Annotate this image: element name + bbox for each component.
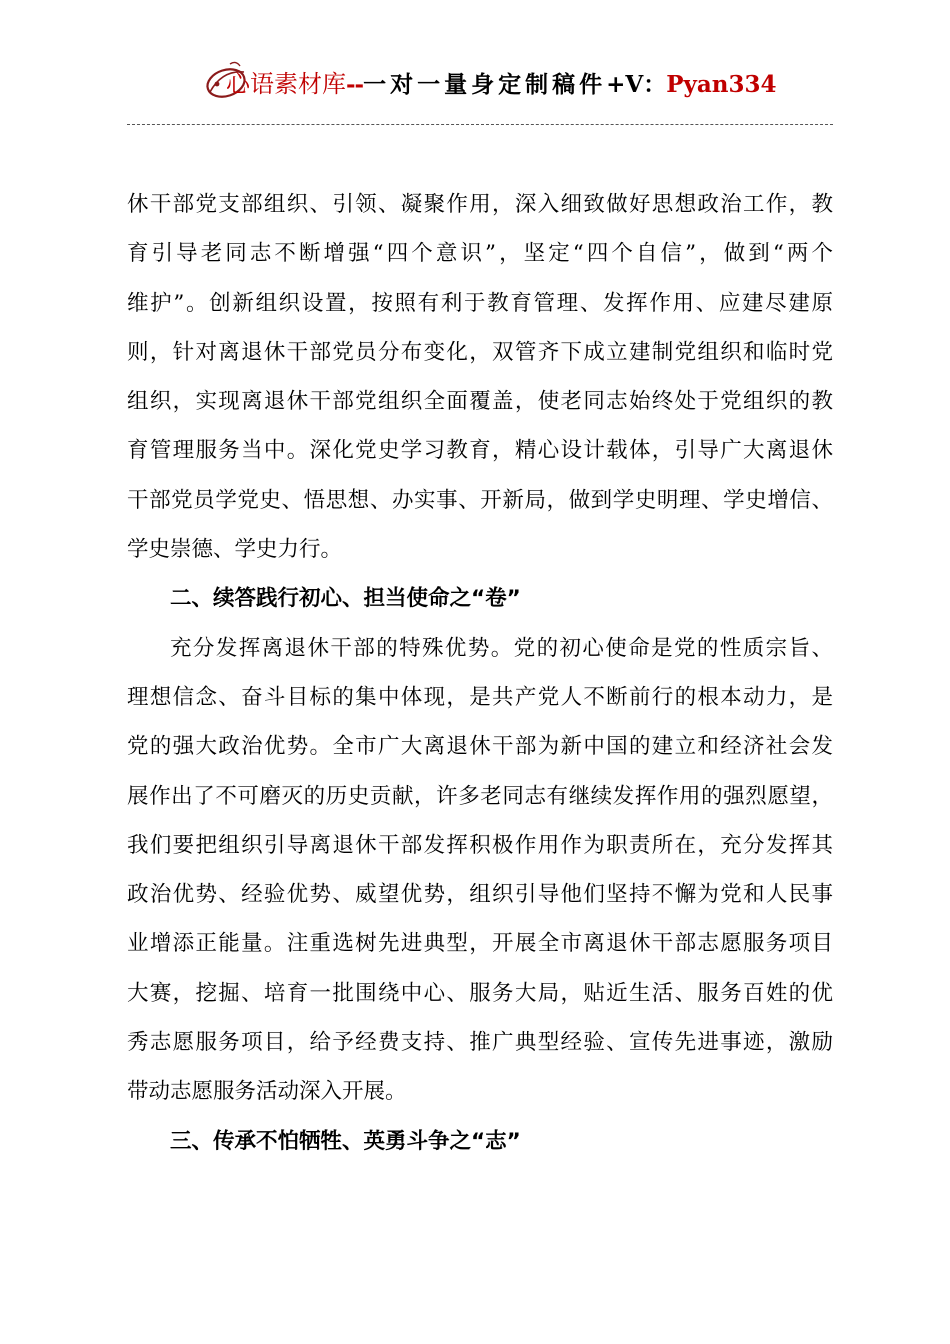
section-heading-3: 三、传承不怕牺牲、英勇斗争之“志” xyxy=(170,1128,521,1154)
text-line: 充分发挥离退休干部的特殊优势。党的初心使命是党的性质宗旨、 xyxy=(170,635,833,661)
contact-label: +V： xyxy=(606,71,667,98)
text-line: 干部党员学党史、悟思想、办实事、开新局，做到学史明理、学史增信、 xyxy=(127,487,833,513)
text-line: 大赛，挖掘、培育一批围绕中心、服务大局，贴近生活、服务百姓的优 xyxy=(127,980,833,1006)
document-body xyxy=(127,180,833,1166)
text-line: 党的强大政治优势。全市广大离退休干部为新中国的建立和经济社会发 xyxy=(127,734,833,760)
text-line: 休干部党支部组织、引领、凝聚作用，深入细致做好思想政治工作，教 xyxy=(127,192,833,217)
text-line: 带动志愿服务活动深入开展。 xyxy=(127,1079,407,1105)
text-line: 育管理服务当中。深化党史学习教育，精心设计载体，引导广大离退休 xyxy=(127,438,833,464)
section-heading-2: 二、续答践行初心、担当使命之“卷” xyxy=(170,586,521,612)
text-line: 业增添正能量。注重选树先进典型，开展全市离退休干部志愿服务项目 xyxy=(127,931,833,957)
text-line: 育引导老同志不断增强“四个意识”，坚定“四个自信”，做到“两个 xyxy=(127,241,833,267)
text-line: 理想信念、奋斗目标的集中体现，是共产党人不断前行的根本动力，是 xyxy=(127,684,833,710)
text-line: 政治优势、经验优势、威望优势，组织引导他们坚持不懈为党和人民事 xyxy=(127,882,833,908)
text-line: 组织，实现离退休干部党组织全面覆盖，使老同志始终处于党组织的教 xyxy=(127,389,833,415)
paragraph-2 xyxy=(127,624,833,1117)
text-line: 我们要把组织引导离退休干部发挥积极作用作为职责所在，充分发挥其 xyxy=(127,832,833,858)
text-line: 维护”。创新组织设置，按照有利于教育管理、发挥作用、应建尽建原 xyxy=(127,290,833,316)
contact-code: Pyan334 xyxy=(666,71,777,98)
header-slogan: 一对一量身定制稿件 xyxy=(363,71,607,98)
brand-name: 心语素材库 xyxy=(226,70,346,98)
page-header xyxy=(0,56,950,106)
text-line: 秀志愿服务项目，给予经费支持、推广典型经验、宣传先进事迹，激励 xyxy=(127,1030,833,1056)
text-line: 展作出了不可磨灭的历史贡献，许多老同志有继续发挥作用的强烈愿望， xyxy=(127,783,833,809)
text-line: 学史崇德、学史力行。 xyxy=(127,537,343,563)
header-title xyxy=(226,66,777,102)
header-separator: -- xyxy=(346,71,364,98)
header-divider xyxy=(127,124,833,125)
paragraph-1 xyxy=(127,180,833,574)
text-line: 则，针对离退休干部党员分布变化，双管齐下成立建制党组织和临时党 xyxy=(127,339,833,365)
